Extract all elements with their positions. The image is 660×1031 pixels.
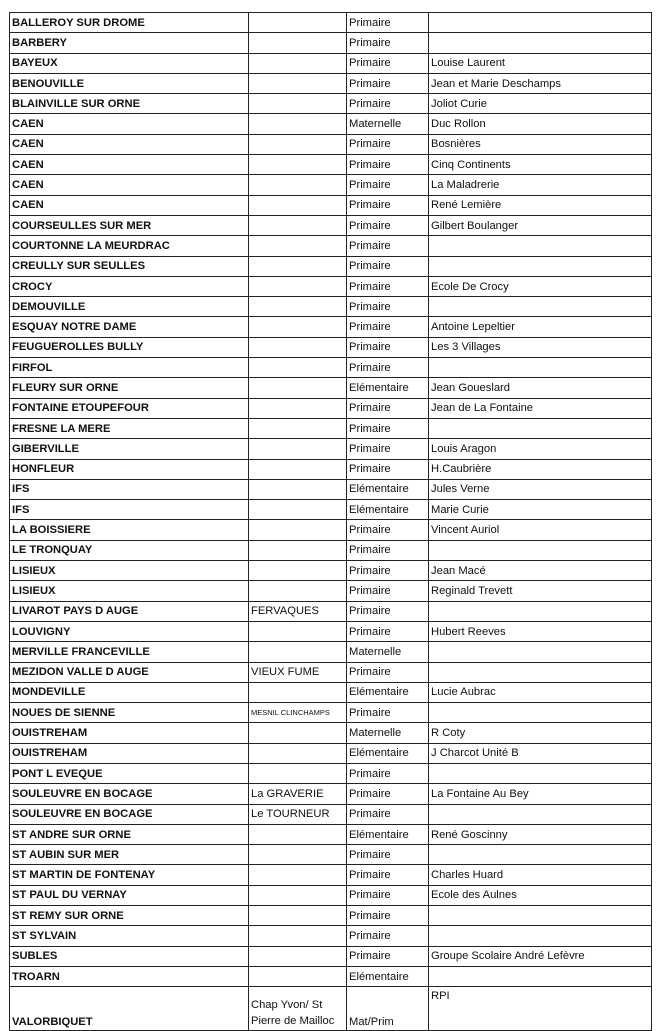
table-row [10, 946, 652, 966]
school-name-cell [429, 804, 652, 824]
table-row [10, 114, 652, 134]
commune-cell: ST AUBIN SUR MER [10, 845, 249, 865]
commune-cell: CAEN [10, 175, 249, 195]
sub-commune-cell [249, 13, 347, 33]
commune-cell: LOUVIGNY [10, 621, 249, 641]
school-type-cell: Maternelle [347, 642, 429, 662]
table-row [10, 845, 652, 865]
commune-cell: VALORBIQUET [10, 987, 249, 1031]
sub-commune-cell: FERVAQUES [249, 601, 347, 621]
table-row [10, 621, 652, 641]
commune-cell: GIBERVILLE [10, 439, 249, 459]
school-type-cell: Maternelle [347, 723, 429, 743]
sub-commune-cell [249, 195, 347, 215]
school-name-cell [429, 662, 652, 682]
commune-cell: DEMOUVILLE [10, 297, 249, 317]
commune-cell: CAEN [10, 155, 249, 175]
commune-cell: MERVILLE FRANCEVILLE [10, 642, 249, 662]
sub-commune-cell [249, 865, 347, 885]
school-type-cell: Primaire [347, 946, 429, 966]
school-name-cell: René Goscinny [429, 824, 652, 844]
commune-cell: ST REMY SUR ORNE [10, 906, 249, 926]
table-row [10, 561, 652, 581]
school-type-cell: Primaire [347, 865, 429, 885]
school-name-cell [429, 703, 652, 723]
table-row [10, 13, 652, 33]
sub-commune-cell [249, 845, 347, 865]
table-row [10, 743, 652, 763]
commune-cell: OUISTREHAM [10, 743, 249, 763]
commune-cell: MEZIDON VALLE D AUGE [10, 662, 249, 682]
sub-commune-cell [249, 500, 347, 520]
commune-cell: OUISTREHAM [10, 723, 249, 743]
school-type-cell: Elémentaire [347, 479, 429, 499]
table-row [10, 703, 652, 723]
commune-cell: ST PAUL DU VERNAY [10, 885, 249, 905]
school-name-cell [429, 33, 652, 53]
school-type-cell: Primaire [347, 155, 429, 175]
table-row [10, 581, 652, 601]
table-row [10, 906, 652, 926]
commune-cell: FEUGUEROLLES BULLY [10, 337, 249, 357]
school-name-cell: Louis Aragon [429, 439, 652, 459]
table-row [10, 378, 652, 398]
table-row [10, 94, 652, 114]
school-name-cell: Groupe Scolaire André Lefèvre [429, 946, 652, 966]
school-name-cell: Charles Huard [429, 865, 652, 885]
sub-commune-cell [249, 540, 347, 560]
sub-commune-cell: Chap Yvon/ St Pierre de Mailloc [249, 987, 347, 1031]
sub-commune-cell [249, 459, 347, 479]
sub-commune-cell [249, 418, 347, 438]
school-name-cell: Reginald Trevett [429, 581, 652, 601]
sub-commune-cell: Le TOURNEUR [249, 804, 347, 824]
school-name-cell: J Charcot Unité B [429, 743, 652, 763]
school-type-cell: Primaire [347, 418, 429, 438]
school-name-cell [429, 845, 652, 865]
sub-commune-cell [249, 114, 347, 134]
table-row [10, 215, 652, 235]
commune-cell: IFS [10, 479, 249, 499]
sub-commune-cell [249, 581, 347, 601]
commune-cell: SOULEUVRE EN BOCAGE [10, 784, 249, 804]
sub-commune-cell [249, 885, 347, 905]
table-row [10, 439, 652, 459]
table-row [10, 987, 652, 1031]
commune-cell: CREULLY SUR SEULLES [10, 256, 249, 276]
table-row [10, 33, 652, 53]
school-name-cell [429, 418, 652, 438]
table-row [10, 540, 652, 560]
commune-cell: CAEN [10, 114, 249, 134]
commune-cell: FRESNE LA MERE [10, 418, 249, 438]
school-type-cell: Primaire [347, 621, 429, 641]
school-name-cell: La Maladrerie [429, 175, 652, 195]
school-name-cell: RPI [429, 987, 652, 1031]
school-type-cell: Maternelle [347, 114, 429, 134]
school-type-cell: Elémentaire [347, 378, 429, 398]
school-type-cell: Elémentaire [347, 682, 429, 702]
sub-commune-cell [249, 276, 347, 296]
school-type-cell: Primaire [347, 662, 429, 682]
sub-commune-cell: VIEUX FUME [249, 662, 347, 682]
school-type-cell: Primaire [347, 94, 429, 114]
table-row [10, 256, 652, 276]
sub-commune-cell [249, 33, 347, 53]
commune-cell: MONDEVILLE [10, 682, 249, 702]
table-row [10, 520, 652, 540]
table-row [10, 73, 652, 93]
sub-commune-cell [249, 378, 347, 398]
sub-commune-cell [249, 642, 347, 662]
school-type-cell: Elémentaire [347, 500, 429, 520]
school-type-cell: Primaire [347, 317, 429, 337]
school-type-cell: Primaire [347, 561, 429, 581]
school-type-cell: Primaire [347, 804, 429, 824]
school-name-cell: Jean de La Fontaine [429, 398, 652, 418]
table-row [10, 297, 652, 317]
sub-commune-cell [249, 479, 347, 499]
schools-table [9, 12, 652, 1031]
school-name-cell [429, 358, 652, 378]
table-row [10, 601, 652, 621]
sub-commune-cell [249, 358, 347, 378]
school-type-cell: Primaire [347, 195, 429, 215]
school-name-cell [429, 966, 652, 986]
school-name-cell: Joliot Curie [429, 94, 652, 114]
table-row [10, 175, 652, 195]
school-name-cell: Ecole des Aulnes [429, 885, 652, 905]
sub-commune-cell [249, 966, 347, 986]
table-row [10, 479, 652, 499]
school-type-cell: Primaire [347, 276, 429, 296]
table-row [10, 236, 652, 256]
sub-commune-cell [249, 621, 347, 641]
commune-cell: LIVAROT PAYS D AUGE [10, 601, 249, 621]
sub-commune-cell [249, 53, 347, 73]
table-row [10, 763, 652, 783]
school-type-cell: Elémentaire [347, 824, 429, 844]
sub-commune-cell [249, 134, 347, 154]
school-type-cell: Primaire [347, 763, 429, 783]
commune-cell: ST ANDRE SUR ORNE [10, 824, 249, 844]
commune-cell: ST SYLVAIN [10, 926, 249, 946]
school-type-cell: Primaire [347, 906, 429, 926]
school-type-cell: Primaire [347, 845, 429, 865]
school-type-cell: Primaire [347, 337, 429, 357]
school-type-cell: Primaire [347, 703, 429, 723]
school-name-cell: Hubert Reeves [429, 621, 652, 641]
school-name-cell: Lucie Aubrac [429, 682, 652, 702]
commune-cell: BENOUVILLE [10, 73, 249, 93]
table-row [10, 682, 652, 702]
school-type-cell: Primaire [347, 398, 429, 418]
school-type-cell: Primaire [347, 581, 429, 601]
sub-commune-cell [249, 175, 347, 195]
table-row [10, 885, 652, 905]
table-row [10, 195, 652, 215]
sub-commune-cell [249, 94, 347, 114]
school-type-cell: Primaire [347, 73, 429, 93]
school-name-cell: Antoine Lepeltier [429, 317, 652, 337]
table-row [10, 134, 652, 154]
sub-commune-cell [249, 439, 347, 459]
commune-cell: LE TRONQUAY [10, 540, 249, 560]
sub-commune-cell [249, 946, 347, 966]
school-name-cell [429, 540, 652, 560]
school-name-cell [429, 236, 652, 256]
sub-commune-cell [249, 743, 347, 763]
school-name-cell: Marie Curie [429, 500, 652, 520]
sub-commune-cell: La GRAVERIE [249, 784, 347, 804]
school-type-cell: Primaire [347, 520, 429, 540]
sub-commune-cell [249, 398, 347, 418]
sub-commune-cell [249, 926, 347, 946]
commune-cell: BALLEROY SUR DROME [10, 13, 249, 33]
table-row [10, 155, 652, 175]
commune-cell: FLEURY SUR ORNE [10, 378, 249, 398]
school-type-cell: Primaire [347, 439, 429, 459]
school-name-cell: Jules Verne [429, 479, 652, 499]
table-row [10, 966, 652, 986]
school-name-cell [429, 926, 652, 946]
table-row [10, 53, 652, 73]
commune-cell: TROARN [10, 966, 249, 986]
commune-cell: COURSEULLES SUR MER [10, 215, 249, 235]
school-type-cell: Mat/Prim [347, 987, 429, 1031]
sub-commune-cell [249, 723, 347, 743]
school-type-cell: Primaire [347, 134, 429, 154]
school-name-cell [429, 642, 652, 662]
school-type-cell: Primaire [347, 926, 429, 946]
school-name-cell: Vincent Auriol [429, 520, 652, 540]
sub-commune-cell [249, 256, 347, 276]
table-row [10, 865, 652, 885]
commune-cell: PONT L EVEQUE [10, 763, 249, 783]
school-type-cell: Elémentaire [347, 966, 429, 986]
commune-cell: CROCY [10, 276, 249, 296]
commune-cell: LA BOISSIERE [10, 520, 249, 540]
table-row [10, 317, 652, 337]
commune-cell: SOULEUVRE EN BOCAGE [10, 804, 249, 824]
table-row [10, 662, 652, 682]
school-type-cell: Primaire [347, 33, 429, 53]
school-name-cell [429, 297, 652, 317]
school-type-cell: Primaire [347, 601, 429, 621]
table-row [10, 459, 652, 479]
sub-commune-cell [249, 215, 347, 235]
table-row [10, 824, 652, 844]
school-name-cell: La Fontaine Au Bey [429, 784, 652, 804]
table-row [10, 398, 652, 418]
sub-commune-cell [249, 73, 347, 93]
commune-cell: HONFLEUR [10, 459, 249, 479]
commune-cell: SUBLES [10, 946, 249, 966]
school-type-cell: Primaire [347, 540, 429, 560]
commune-cell: BAYEUX [10, 53, 249, 73]
school-name-cell: H.Caubrière [429, 459, 652, 479]
school-name-cell [429, 906, 652, 926]
commune-cell: ESQUAY NOTRE DAME [10, 317, 249, 337]
commune-cell: LISIEUX [10, 581, 249, 601]
sub-commune-cell [249, 155, 347, 175]
table-row [10, 337, 652, 357]
school-type-cell: Primaire [347, 885, 429, 905]
school-name-cell [429, 256, 652, 276]
school-name-cell: Jean et Marie Deschamps [429, 73, 652, 93]
table-row [10, 804, 652, 824]
commune-cell: NOUES DE SIENNE [10, 703, 249, 723]
school-name-cell: Bosnières [429, 134, 652, 154]
schools-table-body [10, 13, 652, 1031]
school-name-cell [429, 13, 652, 33]
school-type-cell: Primaire [347, 175, 429, 195]
sub-commune-cell [249, 763, 347, 783]
sub-commune-cell [249, 520, 347, 540]
table-row [10, 358, 652, 378]
school-name-cell: Gilbert Boulanger [429, 215, 652, 235]
school-name-cell: Duc Rollon [429, 114, 652, 134]
commune-cell: LISIEUX [10, 561, 249, 581]
sub-commune-cell [249, 824, 347, 844]
school-type-cell: Primaire [347, 358, 429, 378]
table-row [10, 276, 652, 296]
school-type-cell: Primaire [347, 53, 429, 73]
school-name-cell: Cinq Continents [429, 155, 652, 175]
sub-commune-cell [249, 682, 347, 702]
school-type-cell: Primaire [347, 784, 429, 804]
school-name-cell: R Coty [429, 723, 652, 743]
school-type-cell: Primaire [347, 13, 429, 33]
commune-cell: IFS [10, 500, 249, 520]
school-name-cell [429, 763, 652, 783]
school-type-cell: Elémentaire [347, 743, 429, 763]
commune-cell: CAEN [10, 134, 249, 154]
table-row [10, 418, 652, 438]
school-name-cell [429, 601, 652, 621]
commune-cell: FONTAINE ETOUPEFOUR [10, 398, 249, 418]
table-row [10, 500, 652, 520]
school-type-cell: Primaire [347, 459, 429, 479]
sub-commune-cell [249, 906, 347, 926]
sub-commune-cell [249, 297, 347, 317]
school-name-cell: Les 3 Villages [429, 337, 652, 357]
commune-cell: BARBERY [10, 33, 249, 53]
sub-commune-cell [249, 236, 347, 256]
commune-cell: ST MARTIN DE FONTENAY [10, 865, 249, 885]
sub-commune-cell [249, 337, 347, 357]
table-row [10, 784, 652, 804]
school-type-cell: Primaire [347, 256, 429, 276]
commune-cell: COURTONNE LA MEURDRAC [10, 236, 249, 256]
commune-cell: CAEN [10, 195, 249, 215]
school-name-cell: Jean Goueslard [429, 378, 652, 398]
commune-cell: FIRFOL [10, 358, 249, 378]
school-name-cell: Ecole De Crocy [429, 276, 652, 296]
school-type-cell: Primaire [347, 236, 429, 256]
school-type-cell: Primaire [347, 297, 429, 317]
school-type-cell: Primaire [347, 215, 429, 235]
school-name-cell: Louise Laurent [429, 53, 652, 73]
school-name-cell: René Lemière [429, 195, 652, 215]
sub-commune-cell [249, 561, 347, 581]
commune-cell: BLAINVILLE SUR ORNE [10, 94, 249, 114]
sub-commune-cell [249, 317, 347, 337]
sub-commune-cell: MESNIL CLINCHAMPS [249, 703, 347, 723]
table-row [10, 642, 652, 662]
table-row [10, 926, 652, 946]
school-name-cell: Jean Macé [429, 561, 652, 581]
table-row [10, 723, 652, 743]
